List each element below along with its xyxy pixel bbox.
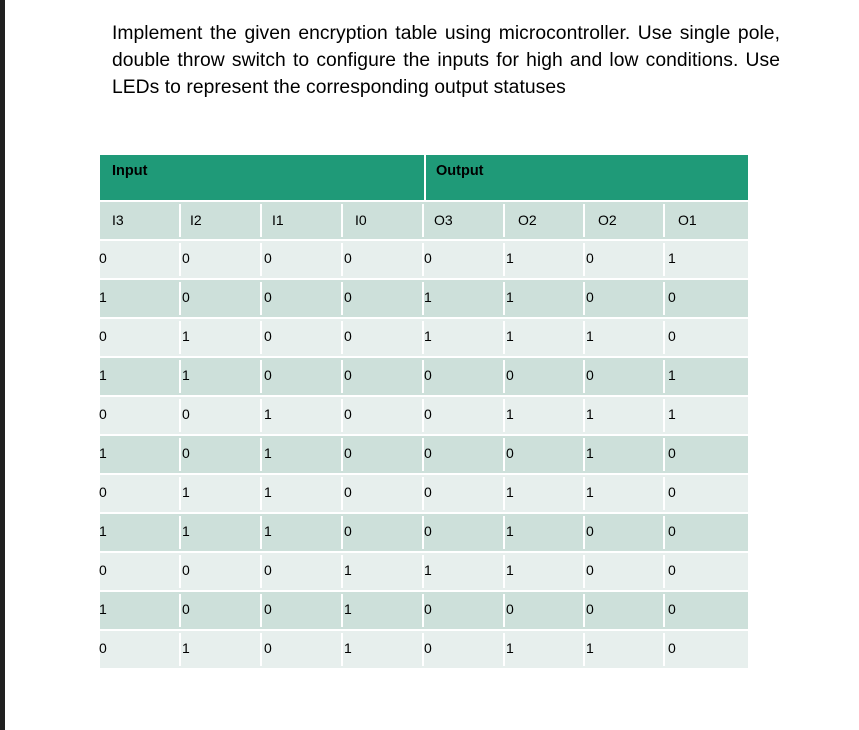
column-divider — [503, 282, 505, 315]
cell-o2: 1 — [586, 328, 594, 344]
prompt-text: Implement the given encryption table using microcontroller. Use single pole, double throw switch to configure the inputs for high and low conditions. Use LEDs to represent the corresponding output statuses — [112, 23, 780, 98]
table-row — [100, 629, 748, 668]
column-divider — [583, 477, 585, 510]
column-divider — [503, 321, 505, 354]
column-divider — [663, 438, 665, 471]
column-divider — [179, 555, 181, 588]
cell-i1: 1 — [264, 523, 272, 539]
column-divider — [663, 477, 665, 510]
cell-o1: 0 — [668, 640, 676, 656]
cell-i0: 0 — [344, 484, 352, 500]
column-divider — [179, 477, 181, 510]
column-header-o1: O1 — [678, 212, 697, 228]
column-divider — [663, 243, 665, 276]
column-divider — [503, 516, 505, 549]
column-divider — [663, 633, 665, 666]
column-divider — [179, 438, 181, 471]
cell-o1: 1 — [668, 367, 676, 383]
cell-o2: 1 — [506, 640, 514, 656]
cell-i3: 0 — [99, 484, 107, 500]
cell-i1: 0 — [264, 601, 272, 617]
cell-o3: 0 — [424, 250, 432, 266]
encryption-table — [100, 155, 748, 668]
column-divider — [583, 555, 585, 588]
cell-o2: 0 — [586, 250, 594, 266]
column-divider — [179, 633, 181, 666]
column-divider — [260, 399, 262, 432]
cell-o2: 0 — [586, 601, 594, 617]
cell-o3: 0 — [424, 367, 432, 383]
cell-o2: 1 — [506, 328, 514, 344]
column-divider — [663, 360, 665, 393]
cell-i3: 0 — [99, 640, 107, 656]
cell-o2: 1 — [586, 406, 594, 422]
cell-o2: 1 — [506, 562, 514, 578]
table-row — [100, 512, 748, 551]
column-divider — [179, 243, 181, 276]
cell-i0: 0 — [344, 445, 352, 461]
cell-i0: 0 — [344, 250, 352, 266]
cell-o2: 1 — [506, 484, 514, 500]
cell-o1: 0 — [668, 289, 676, 305]
cell-i1: 1 — [264, 406, 272, 422]
table-row — [100, 434, 748, 473]
cell-i1: 1 — [264, 445, 272, 461]
table-row — [100, 590, 748, 629]
cell-i0: 0 — [344, 406, 352, 422]
cell-i2: 1 — [182, 367, 190, 383]
column-header-i1: I1 — [272, 212, 284, 228]
cell-i3: 0 — [99, 328, 107, 344]
column-divider — [179, 594, 181, 627]
column-divider — [663, 594, 665, 627]
column-divider — [663, 282, 665, 315]
column-divider — [583, 204, 585, 237]
cell-i2: 1 — [182, 328, 190, 344]
cell-i0: 0 — [344, 289, 352, 305]
column-divider — [583, 243, 585, 276]
column-header-i3: I3 — [112, 212, 124, 228]
cell-o2: 1 — [506, 250, 514, 266]
cell-o2: 1 — [506, 523, 514, 539]
cell-i0: 1 — [344, 640, 352, 656]
table-row — [100, 395, 748, 434]
cell-i0: 0 — [344, 367, 352, 383]
cell-i2: 0 — [182, 250, 190, 266]
column-divider — [179, 321, 181, 354]
cell-o3: 1 — [424, 289, 432, 305]
column-divider — [179, 282, 181, 315]
column-divider — [663, 555, 665, 588]
cell-i3: 0 — [99, 406, 107, 422]
cell-i2: 0 — [182, 406, 190, 422]
column-header-o2: O2 — [598, 212, 617, 228]
cell-o2: 1 — [586, 640, 594, 656]
cell-o3: 0 — [424, 445, 432, 461]
cell-i3: 1 — [99, 289, 107, 305]
left-border — [0, 0, 5, 730]
column-header-o2: O2 — [518, 212, 537, 228]
cell-o3: 0 — [424, 484, 432, 500]
column-divider — [260, 516, 262, 549]
column-divider — [583, 594, 585, 627]
cell-i2: 0 — [182, 601, 190, 617]
cell-i2: 0 — [182, 289, 190, 305]
column-header-o3: O3 — [434, 212, 453, 228]
cell-i3: 1 — [99, 367, 107, 383]
column-divider — [663, 516, 665, 549]
table-row — [100, 317, 748, 356]
group-separator — [424, 155, 426, 200]
column-header-i2: I2 — [190, 212, 202, 228]
column-divider — [503, 594, 505, 627]
cell-i2: 1 — [182, 640, 190, 656]
table-row — [100, 356, 748, 395]
cell-i1: 0 — [264, 328, 272, 344]
cell-i2: 0 — [182, 562, 190, 578]
column-divider — [583, 633, 585, 666]
column-divider — [663, 321, 665, 354]
cell-o2: 0 — [506, 601, 514, 617]
output-group-header: Output — [436, 163, 484, 179]
column-divider — [341, 360, 343, 393]
cell-o1: 0 — [668, 484, 676, 500]
cell-o1: 0 — [668, 328, 676, 344]
column-divider — [179, 516, 181, 549]
column-divider — [341, 516, 343, 549]
column-header-i0: I0 — [355, 212, 367, 228]
column-divider — [583, 360, 585, 393]
cell-i3: 1 — [99, 445, 107, 461]
cell-o3: 0 — [424, 640, 432, 656]
cell-o1: 0 — [668, 523, 676, 539]
column-divider — [583, 516, 585, 549]
column-divider — [260, 360, 262, 393]
column-divider — [503, 360, 505, 393]
cell-o1: 1 — [668, 406, 676, 422]
cell-o3: 0 — [424, 523, 432, 539]
cell-o2: 0 — [586, 367, 594, 383]
cell-i2: 1 — [182, 523, 190, 539]
cell-o2: 1 — [506, 406, 514, 422]
cell-i2: 0 — [182, 445, 190, 461]
column-divider — [341, 321, 343, 354]
column-divider — [179, 399, 181, 432]
table-row — [100, 551, 748, 590]
table-row — [100, 473, 748, 512]
column-divider — [663, 399, 665, 432]
column-divider — [341, 399, 343, 432]
column-divider — [260, 594, 262, 627]
cell-i3: 0 — [99, 250, 107, 266]
cell-o1: 0 — [668, 562, 676, 578]
column-divider — [503, 555, 505, 588]
cell-o1: 0 — [668, 601, 676, 617]
column-divider — [583, 282, 585, 315]
cell-o2: 0 — [586, 562, 594, 578]
cell-o1: 0 — [668, 445, 676, 461]
input-group-header: Input — [112, 163, 148, 179]
column-divider — [341, 438, 343, 471]
column-divider — [583, 438, 585, 471]
column-divider — [341, 633, 343, 666]
cell-o2: 0 — [506, 367, 514, 383]
column-divider — [663, 204, 665, 237]
column-divider — [341, 555, 343, 588]
column-divider — [341, 282, 343, 315]
column-divider — [503, 438, 505, 471]
column-divider — [503, 243, 505, 276]
column-divider — [503, 204, 505, 237]
cell-o2: 0 — [586, 523, 594, 539]
cell-i1: 0 — [264, 250, 272, 266]
cell-i1: 0 — [264, 640, 272, 656]
cell-i1: 0 — [264, 289, 272, 305]
column-divider — [503, 477, 505, 510]
cell-i0: 0 — [344, 523, 352, 539]
cell-i3: 1 — [99, 601, 107, 617]
column-divider — [341, 594, 343, 627]
table-row — [100, 278, 748, 317]
cell-o1: 1 — [668, 250, 676, 266]
column-header-row — [100, 200, 748, 239]
table-body — [100, 200, 748, 668]
column-divider — [341, 243, 343, 276]
table-row — [100, 239, 748, 278]
cell-i0: 1 — [344, 601, 352, 617]
column-divider — [583, 399, 585, 432]
column-divider — [503, 633, 505, 666]
cell-o2: 1 — [586, 484, 594, 500]
cell-o2: 1 — [586, 445, 594, 461]
cell-o2: 0 — [586, 289, 594, 305]
cell-i3: 1 — [99, 523, 107, 539]
cell-i2: 1 — [182, 484, 190, 500]
cell-o3: 1 — [424, 562, 432, 578]
cell-o3: 0 — [424, 601, 432, 617]
column-divider — [179, 360, 181, 393]
column-divider — [341, 477, 343, 510]
column-divider — [583, 321, 585, 354]
cell-o3: 0 — [424, 406, 432, 422]
cell-i0: 1 — [344, 562, 352, 578]
column-divider — [260, 243, 262, 276]
cell-i1: 1 — [264, 484, 272, 500]
column-divider — [341, 204, 343, 237]
column-divider — [260, 204, 262, 237]
table-group-header — [100, 155, 748, 200]
cell-o3: 1 — [424, 328, 432, 344]
column-divider — [260, 321, 262, 354]
column-divider — [260, 555, 262, 588]
column-divider — [260, 477, 262, 510]
column-divider — [260, 282, 262, 315]
column-divider — [260, 438, 262, 471]
cell-i3: 0 — [99, 562, 107, 578]
column-divider — [260, 633, 262, 666]
cell-o2: 0 — [506, 445, 514, 461]
cell-i0: 0 — [344, 328, 352, 344]
column-divider — [422, 204, 424, 237]
column-divider — [179, 204, 181, 237]
cell-o2: 1 — [506, 289, 514, 305]
cell-i1: 0 — [264, 562, 272, 578]
cell-i1: 0 — [264, 367, 272, 383]
column-divider — [503, 399, 505, 432]
